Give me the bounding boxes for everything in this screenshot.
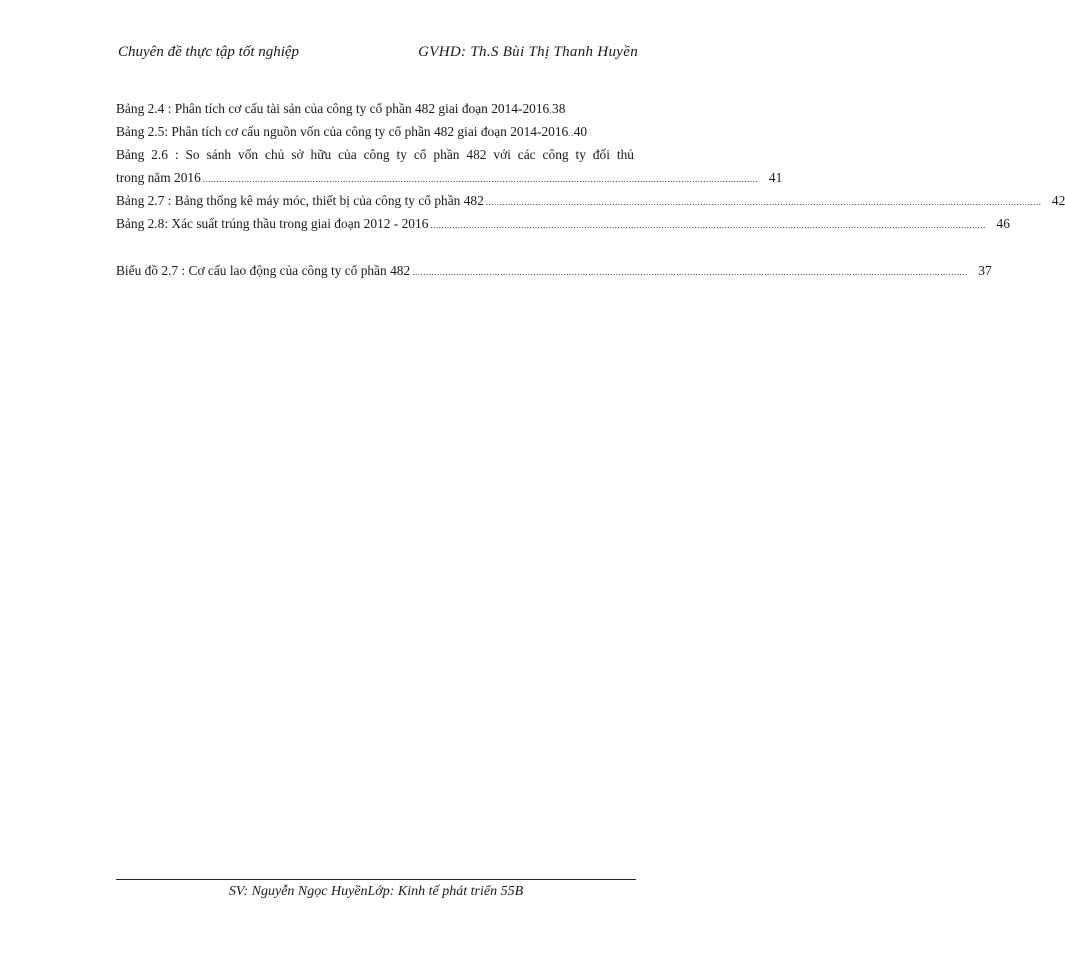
toc-entry[interactable]: [116, 189, 1065, 212]
toc-entry-title: Biểu đồ 2.7 : Cơ cấu lao động của công ty cổ phần 482: [116, 263, 411, 278]
header-advisor: GVHD: Th.S Bùi Thị Thanh Huyền: [418, 44, 638, 60]
toc-entry-continuation[interactable]: [116, 166, 783, 189]
page-footer: SV: Nguyễn Ngọc HuyềnLớp: Kinh tế phát triển 55B: [228, 884, 524, 899]
toc-leader: ..........................................................................................................................................................................................................: [412, 267, 968, 277]
toc-entry-title: Bảng 2.6 : So sánh vốn chủ sở hữu của công ty cổ phần 482 với các công ty đối thủ: [116, 147, 634, 162]
toc-entry-title: Bảng 2.8: Xác suất trúng thầu trong giai đoạn 2012 - 2016: [116, 216, 429, 231]
toc-entry-page: 38: [552, 101, 566, 116]
toc-entry-page: 42: [1051, 193, 1065, 208]
toc-entry-title: trong năm 2016: [116, 170, 201, 185]
toc-leader: ..: [568, 128, 574, 138]
toc-entry[interactable]: [116, 120, 634, 143]
toc-entry[interactable]: [116, 212, 1010, 235]
toc-entry-page: 41: [768, 170, 783, 185]
toc-entry-title: Bảng 2.7 : Bảng thống kê máy móc, thiết bị của công ty cổ phần 482: [116, 193, 484, 208]
section-gap: [116, 235, 634, 259]
toc-entry[interactable]: [116, 97, 634, 120]
toc-leader: ..........................................................................................................................................................................................................: [485, 197, 1042, 207]
toc-entry-page: 40: [573, 124, 588, 139]
toc-leader: ..........................................................................................................................................................................................................: [430, 220, 986, 230]
toc-entry-title: Bảng 2.5: Phân tích cơ cấu nguồn vốn của công ty cổ phần 482 giai đoạn 2014-2016: [116, 124, 569, 139]
toc-entry[interactable]: [116, 259, 992, 282]
toc-entry[interactable]: [116, 143, 634, 166]
toc-leader: .: [549, 105, 552, 115]
page-header: [118, 44, 638, 66]
toc-leader: ..........................................................................................................................................................................................................: [202, 174, 759, 184]
table-of-figures: [116, 97, 1065, 282]
toc-entry-page: 37: [978, 263, 992, 278]
header-document-title: Chuyên đề thực tập tốt nghiệp: [118, 44, 300, 60]
toc-entry-page: 46: [996, 216, 1010, 231]
toc-entry-title: Bảng 2.4 : Phân tích cơ cấu tài sản của công ty cổ phần 482 giai đoạn 2014-2016: [116, 101, 550, 116]
footer-divider: [116, 879, 636, 880]
